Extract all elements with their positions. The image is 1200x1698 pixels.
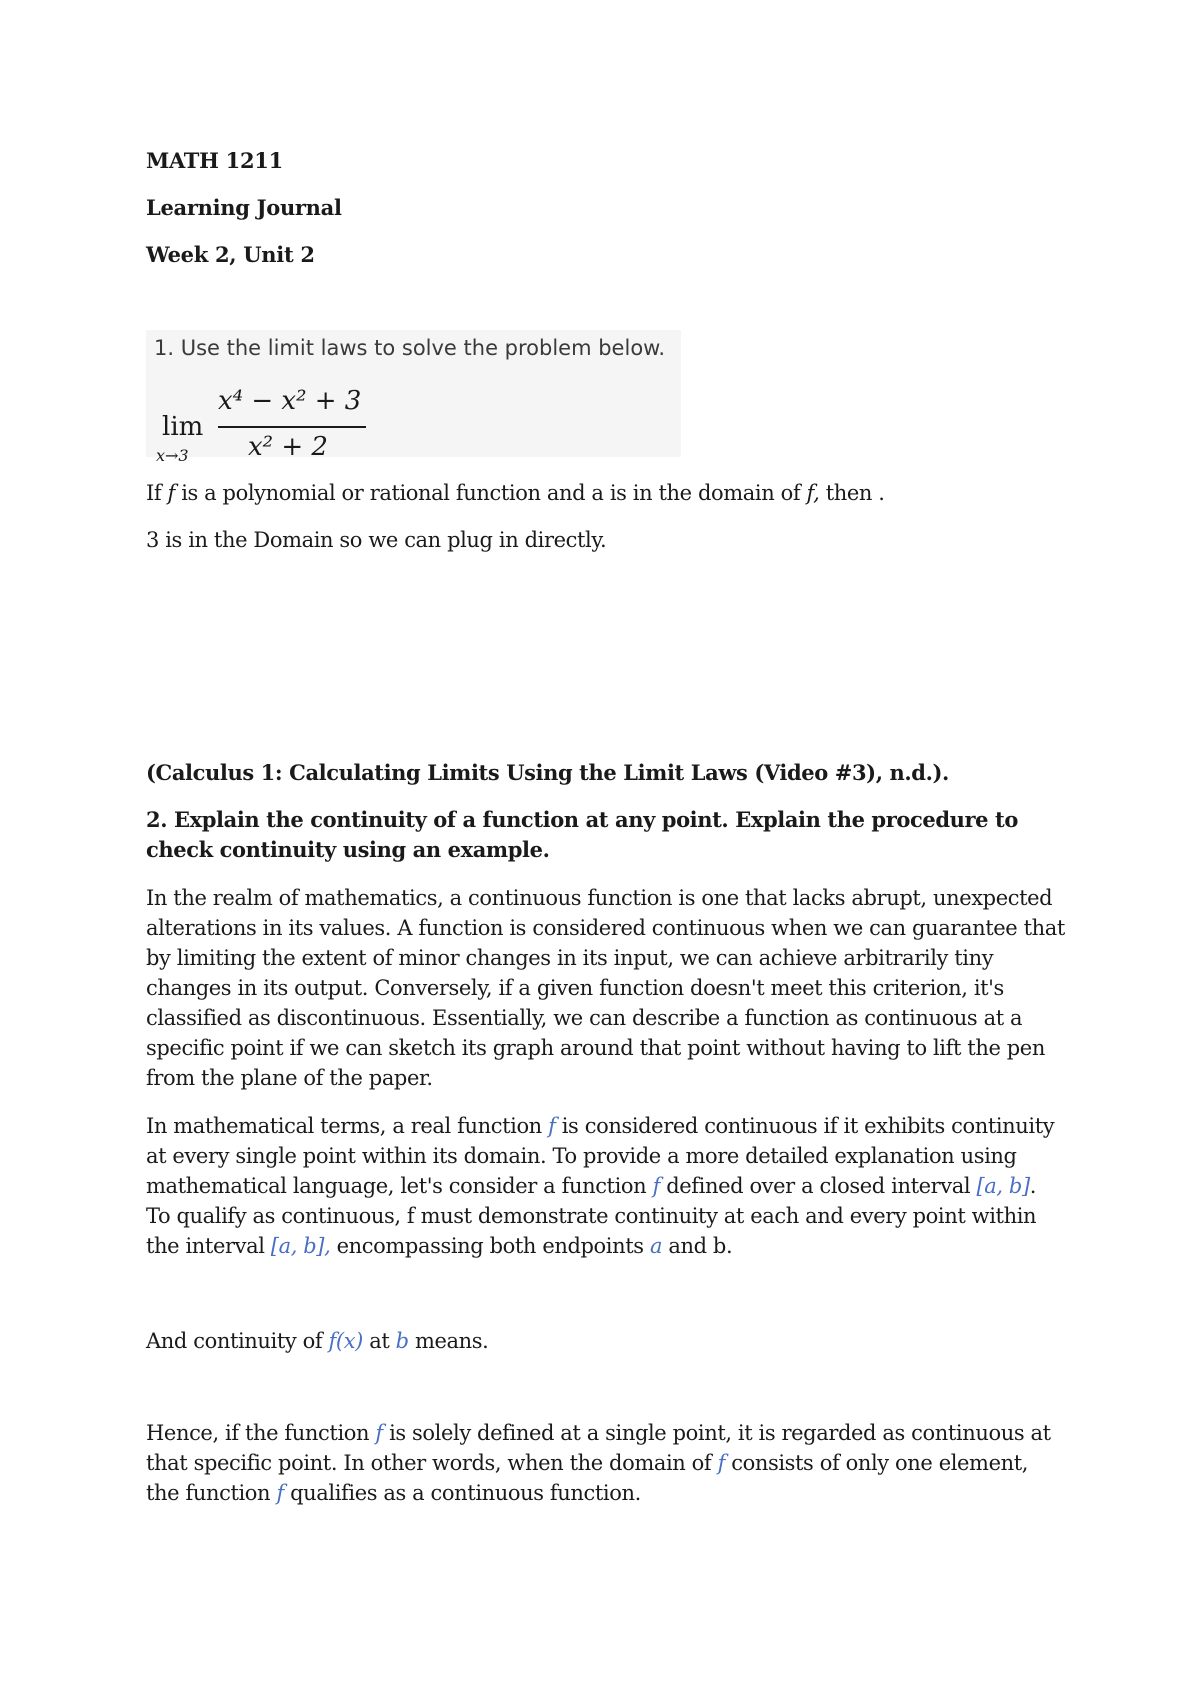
text: qualifies as a continuous function. [283, 1481, 641, 1505]
text: In mathematical terms, a real function [146, 1114, 549, 1138]
text: . To qualify as continuous, f must demonstrate continuity at each and every point within the interval [146, 1174, 1037, 1258]
text: consists of only one element, the function [146, 1451, 1029, 1505]
text: Hence, if the function [146, 1421, 376, 1445]
math-f: f [276, 1481, 284, 1505]
paragraph-1: In the realm of mathematics, a continuous function is one that lacks abrupt, unexpected alterations in its values. A function is considered continuous when we can guarantee that by limiting the extent of minor changes in its input, we can achieve arbitrarily tiny changes in its output. Conversely, if a given function doesn't meet this criterion, it's classified as discontinuous. Essentially, we can describe a function as continuous at a specific point if we can sketch its graph around that point without having to lift the pen from the plane of the paper. [146, 886, 1065, 1090]
week-title: Week 2, Unit 2 [146, 242, 315, 267]
fraction-bar [218, 426, 366, 428]
answer1-line2: 3 is in the Domain so we can plug in directly. [146, 528, 607, 552]
math-f: f [548, 1114, 556, 1138]
math-f: f [652, 1174, 660, 1198]
course-title: MATH 1211 [146, 148, 283, 173]
paragraph-3 [146, 1326, 1066, 1356]
paragraph-4 [146, 1418, 1066, 1508]
journal-title: Learning Journal [146, 195, 342, 220]
text: then . [819, 481, 885, 505]
math-a: a [649, 1234, 663, 1258]
italic-f: f [167, 481, 175, 505]
lim-subscript: x→3 [156, 446, 189, 465]
text: encompassing both endpoints [330, 1234, 650, 1258]
text: at [362, 1329, 396, 1353]
math-interval: [a, b], [270, 1234, 331, 1258]
text: and b. [662, 1234, 733, 1258]
math-fx: f(x) [328, 1329, 363, 1353]
math-f: f [717, 1451, 725, 1475]
math-b: b [395, 1329, 409, 1353]
math-interval: [a, b] [976, 1174, 1030, 1198]
fraction-numerator: x⁴ − x² + 3 [218, 386, 362, 416]
text: is considered continuous if it exhibits continuity at every single point within its domain. To provide a more detailed explanation using mathematical language, let's consider a function [146, 1114, 1055, 1198]
text: is a polynomial or rational function and a is in the domain of [174, 481, 807, 505]
paragraph-2 [146, 1111, 1066, 1261]
question2-heading: 2. Explain the continuity of a function at any point. Explain the procedure to check continuity using an example. [146, 807, 1018, 862]
lim-symbol: lim [162, 412, 204, 442]
citation: (Calculus 1: Calculating Limits Using the Limit Laws (Video #3), n.d.). [146, 760, 949, 785]
fraction-denominator: x² + 2 [248, 432, 328, 462]
text: defined over a closed interval [659, 1174, 977, 1198]
answer1-line1 [146, 478, 1066, 508]
text: And continuity of [146, 1329, 329, 1353]
text: means. [408, 1329, 489, 1353]
problem-image [146, 330, 681, 465]
italic-f: f, [806, 481, 820, 505]
text: is solely defined at a single point, it is regarded as continuous at that specific point. In other words, when the domain of [146, 1421, 1051, 1475]
problem-caption: 1. Use the limit laws to solve the problem below. [154, 336, 666, 360]
math-f: f [375, 1421, 383, 1445]
text: If [146, 481, 168, 505]
